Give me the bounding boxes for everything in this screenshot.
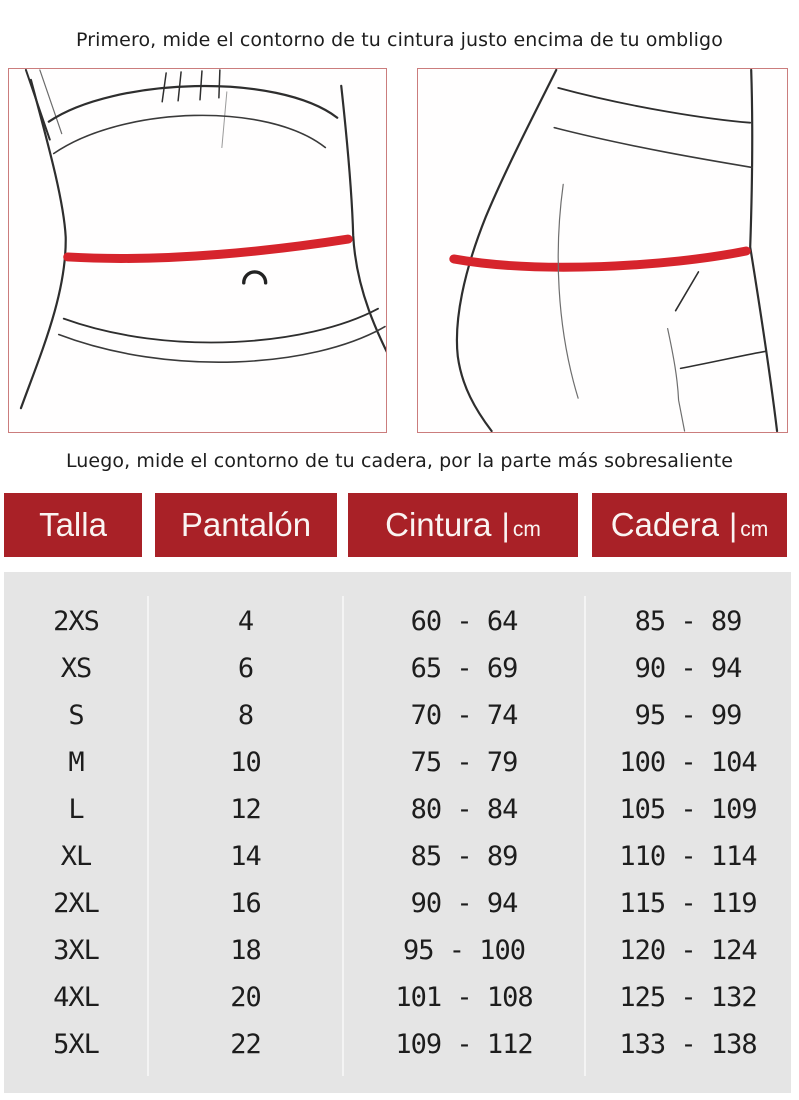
- cadera-cell: 133 - 138: [619, 1029, 757, 1060]
- cadera-cell: 110 - 114: [619, 841, 757, 872]
- hip-instruction-text: Luego, mide el contorno de tu cadera, por la parte más sobresaliente: [65, 450, 734, 472]
- header-label: Pantalón: [180, 506, 312, 543]
- table-row: [4, 833, 791, 880]
- cadera-cell: 125 - 132: [619, 982, 757, 1013]
- table-row: [4, 598, 791, 645]
- table-row: [4, 692, 791, 739]
- cintura-cell: 101 - 108: [395, 982, 533, 1013]
- header-label: Talla: [39, 506, 107, 543]
- talla-cell: XL: [60, 841, 92, 872]
- talla-cell: L: [68, 794, 84, 825]
- cintura-cell: 90 - 94: [410, 888, 518, 919]
- talla-cell: 2XL: [53, 888, 99, 919]
- pantalon-cell: 20: [230, 982, 261, 1013]
- table-header-cintura: [348, 493, 578, 557]
- talla-cell: 2XS: [53, 606, 99, 637]
- waist-instruction-text: Primero, mide el contorno de tu cintura justo encima de tu ombligo: [76, 29, 723, 51]
- header-label: Cadera: [610, 506, 719, 543]
- table-row: [4, 645, 791, 692]
- talla-cell: 5XL: [53, 1029, 99, 1060]
- cadera-cell: 90 - 94: [634, 653, 742, 684]
- table-header-pantalon: [155, 493, 337, 557]
- pantalon-cell: 16: [230, 888, 261, 919]
- cadera-cell: 120 - 124: [619, 935, 757, 966]
- cintura-cell: 109 - 112: [395, 1029, 533, 1060]
- pantalon-cell: 6: [237, 653, 254, 684]
- unit-label: cm: [740, 518, 769, 541]
- cintura-cell: 65 - 69: [410, 653, 518, 684]
- table-row: [4, 1021, 791, 1068]
- hip-measure-illustration: [418, 69, 787, 432]
- table-row: [4, 786, 791, 833]
- hip-illustration-box: [417, 68, 788, 433]
- waist-illustration-box: [8, 68, 387, 433]
- pantalon-cell: 4: [237, 606, 254, 637]
- talla-cell: S: [68, 700, 84, 731]
- table-header-talla: [4, 493, 142, 557]
- unit-separator: |: [501, 507, 510, 543]
- talla-cell: 4XL: [53, 982, 99, 1013]
- header-label: Cintura: [385, 506, 492, 543]
- table-row: [4, 880, 791, 927]
- talla-cell: 3XL: [53, 935, 99, 966]
- table-header-cadera: [592, 493, 787, 557]
- unit-separator: |: [728, 507, 738, 543]
- cadera-cell: 85 - 89: [634, 606, 742, 637]
- cintura-cell: 80 - 84: [410, 794, 518, 825]
- cadera-cell: 95 - 99: [634, 700, 742, 731]
- pantalon-cell: 14: [230, 841, 261, 872]
- unit-label: cm: [512, 518, 541, 541]
- cadera-cell: 100 - 104: [619, 747, 757, 778]
- talla-cell: XS: [60, 653, 92, 684]
- table-row: [4, 739, 791, 786]
- pantalon-cell: 18: [230, 935, 261, 966]
- table-row: [4, 974, 791, 1021]
- cintura-cell: 85 - 89: [410, 841, 518, 872]
- column-divider: [342, 596, 344, 1076]
- cadera-cell: 105 - 109: [619, 794, 757, 825]
- pantalon-cell: 12: [230, 794, 261, 825]
- cintura-cell: 60 - 64: [410, 606, 518, 637]
- pantalon-cell: 10: [230, 747, 261, 778]
- pantalon-cell: 22: [230, 1029, 261, 1060]
- talla-cell: M: [68, 747, 84, 778]
- size-table-body: [4, 572, 791, 1093]
- column-divider: [584, 596, 586, 1076]
- column-divider: [147, 596, 149, 1076]
- table-row: [4, 927, 791, 974]
- cintura-cell: 95 - 100: [402, 935, 526, 966]
- waist-measure-illustration: [9, 69, 386, 432]
- pantalon-cell: 8: [237, 700, 254, 731]
- cadera-cell: 115 - 119: [619, 888, 757, 919]
- cintura-cell: 70 - 74: [410, 700, 518, 731]
- cintura-cell: 75 - 79: [410, 747, 518, 778]
